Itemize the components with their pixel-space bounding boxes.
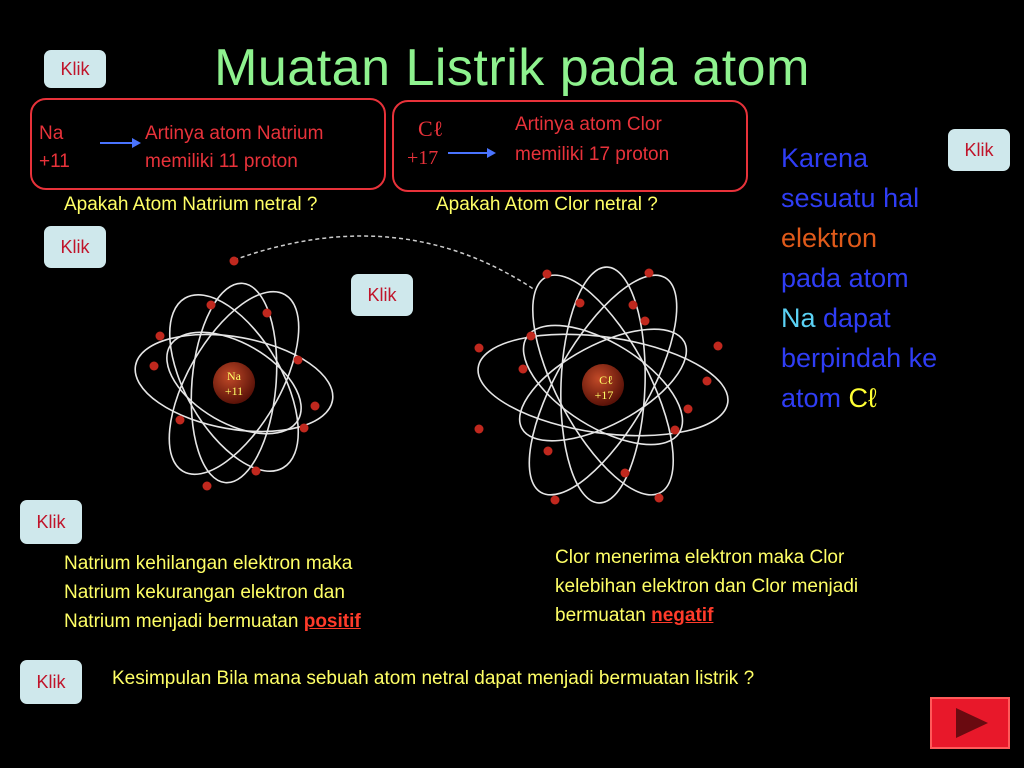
side-line-2: sesuatu hal [781, 183, 920, 213]
electron [629, 301, 638, 310]
electron [621, 469, 630, 478]
klik-button-5[interactable]: Klik [20, 500, 82, 544]
electron [641, 317, 650, 326]
electron [703, 377, 712, 386]
play-arrow-icon [932, 699, 1008, 747]
sodium-number: +11 [39, 151, 70, 172]
question-sodium: Apakah Atom Natrium netral ? [64, 194, 318, 215]
electron [176, 416, 185, 425]
electron [543, 270, 552, 279]
sodium-explain-line2: Natrium kekurangan elektron dan [64, 582, 345, 603]
electron [475, 344, 484, 353]
electron [551, 496, 560, 505]
electron [300, 424, 309, 433]
electron [714, 342, 723, 351]
sodium-nucleus-number: +11 [224, 384, 244, 398]
sodium-nucleus-symbol: Na [227, 369, 241, 383]
electron [311, 402, 320, 411]
electron [207, 301, 216, 310]
side-line-7a: atom [781, 383, 849, 413]
page-title: Muatan Listrik pada atom [214, 39, 810, 97]
electron [544, 447, 553, 456]
chlorine-explain-line2: kelebihan elektron dan Clor menjadi [555, 576, 859, 597]
question-chlorine: Apakah Atom Clor netral ? [436, 194, 658, 215]
electron-transfer-path [234, 236, 535, 290]
arrow-sodium [100, 138, 141, 148]
next-slide-button[interactable] [930, 697, 1010, 749]
conclusion-text: Kesimpulan Bila mana sebuah atom netral dapat menjadi bermuatan listrik ? [112, 668, 755, 689]
side-line-1: Karena [781, 143, 869, 173]
sodium-charge: positif [303, 611, 361, 632]
sodium-symbol: Na [39, 123, 64, 144]
chlorine-explain-line1: Clor menerima elektron maka Clor [555, 547, 845, 568]
electron [252, 467, 261, 476]
electron [655, 494, 664, 503]
electron [156, 332, 165, 341]
chlorine-explanation [555, 543, 858, 630]
chlorine-number: +17 [407, 147, 439, 169]
klik-button-2[interactable]: Klik [948, 129, 1010, 171]
arrow-chlorine [448, 148, 496, 158]
klik-button-1[interactable]: Klik [44, 50, 106, 88]
chlorine-explain-line3: bermuatan [555, 605, 652, 626]
chlorine-nucleus-symbol: Cℓ [599, 373, 613, 387]
side-na: Na [781, 303, 816, 333]
side-cl: Cℓ [848, 383, 877, 413]
side-line-4: pada atom [781, 263, 909, 293]
electron [230, 257, 239, 266]
sodium-explain-line3: Natrium menjadi bermuatan [64, 611, 304, 632]
side-line-5b: dapat [815, 303, 891, 333]
electron [294, 356, 303, 365]
side-line-6: berpindah ke [781, 343, 938, 373]
electron [645, 269, 654, 278]
sodium-desc-line2: memiliki 11 proton [145, 151, 298, 172]
electron [576, 299, 585, 308]
electron [527, 332, 536, 341]
sodium-explanation [64, 549, 361, 636]
sodium-explain-line1: Natrium kehilangan elektron maka [64, 553, 353, 574]
side-line-3: elektron [781, 223, 878, 253]
chlorine-desc-line1: Artinya atom Clor [515, 114, 662, 135]
electron [519, 365, 528, 374]
klik-button-6[interactable]: Klik [20, 660, 82, 704]
klik-button-3[interactable]: Klik [44, 226, 106, 268]
sodium-desc-line1: Artinya atom Natrium [145, 123, 324, 144]
electron [150, 362, 159, 371]
chlorine-symbol: Cℓ [418, 116, 444, 141]
electron [671, 426, 680, 435]
chlorine-desc-line2: memiliki 17 proton [515, 144, 670, 165]
chlorine-charge: negatif [651, 605, 714, 626]
electron [475, 425, 484, 434]
electron [203, 482, 212, 491]
klik-button-4[interactable]: Klik [351, 274, 413, 316]
electron [684, 405, 693, 414]
chlorine-nucleus-number: +17 [594, 388, 614, 402]
electron [263, 309, 272, 318]
